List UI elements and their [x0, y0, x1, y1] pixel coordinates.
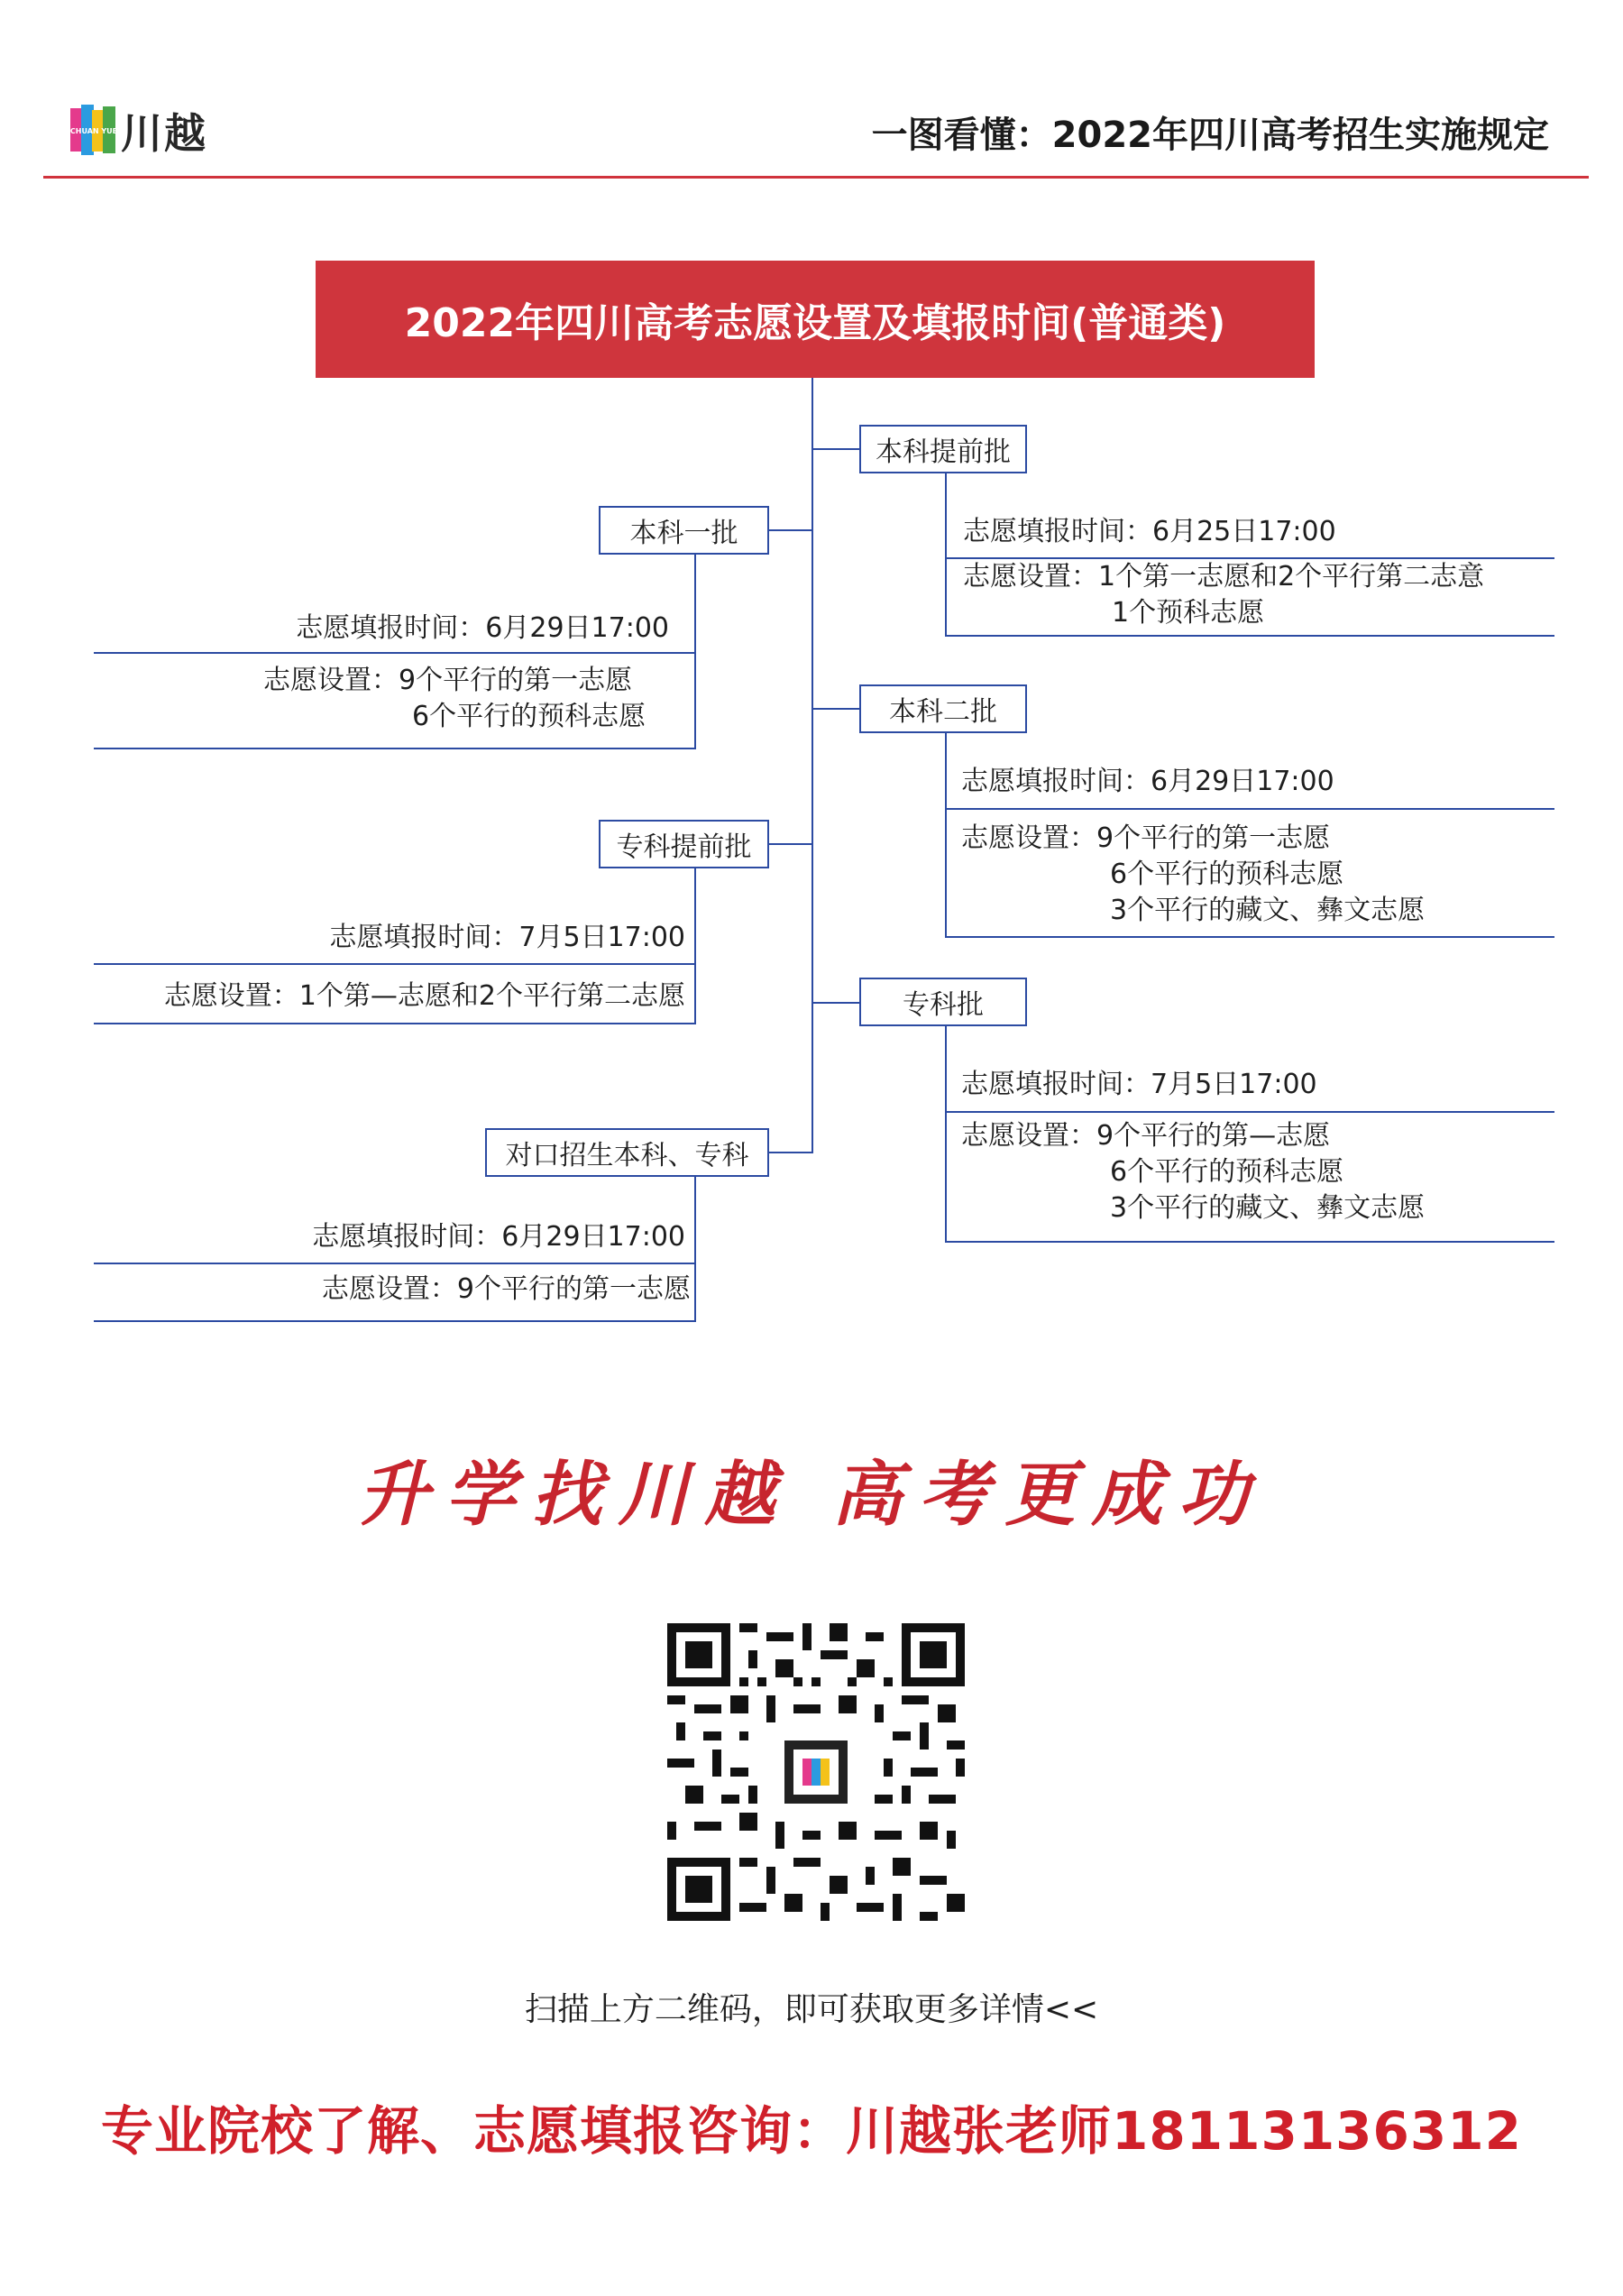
connector-right-3	[812, 1002, 860, 1004]
right-3-setting-1: 志愿设置：9个平行的第—志愿	[961, 1120, 1331, 1152]
connector-left-3	[768, 1152, 813, 1153]
right-3-rule-b	[945, 1241, 1554, 1243]
contact-line: 专业院校了解、志愿填报咨询：川越张老师18113136312	[101, 2100, 1522, 2162]
right-2-rule-a	[945, 808, 1554, 810]
left-2-rule-b	[94, 1023, 696, 1024]
left-1-stem	[694, 554, 696, 748]
diagram-title-banner	[316, 261, 1315, 378]
scan-hint: 扫描上方二维码，即可获取更多详情<<	[524, 1991, 1099, 2028]
logo-text: 川越	[121, 109, 207, 158]
left-2-setting-1: 志愿设置：1个第—志愿和2个平行第二志愿	[163, 980, 685, 1012]
left-3-stem	[694, 1176, 696, 1322]
left-2-stem	[694, 868, 696, 1024]
right-2-time: 志愿填报时间：6月29日17:00	[961, 766, 1334, 797]
left-3-rule-a	[94, 1263, 696, 1264]
node-benke-erpi: 本科二批	[859, 684, 1027, 733]
right-1-setting-1: 志愿设置：1个第一志愿和2个平行第二志意	[963, 561, 1485, 592]
node-benke-yipi: 本科一批	[599, 506, 769, 555]
right-2-setting-2: 6个平行的预科志愿	[1110, 859, 1344, 890]
connector-right-1	[812, 448, 860, 450]
diagram-title: 2022年四川高考志愿设置及填报时间(普通类)	[404, 300, 1226, 346]
node-duikou: 对口招生本科、专科	[485, 1128, 769, 1177]
left-1-setting-2: 6个平行的预科志愿	[412, 701, 646, 732]
logo-small-text: CHUAN YUE	[70, 127, 117, 135]
right-3-setting-2: 6个平行的预科志愿	[1110, 1156, 1344, 1188]
right-2-setting-3: 3个平行的藏文、彝文志愿	[1110, 895, 1426, 926]
node-zhuanke: 专科批	[859, 978, 1027, 1026]
header-divider	[43, 176, 1589, 179]
page-title: 一图看懂：2022年四川高考招生实施规定	[871, 115, 1549, 156]
connector-left-2	[768, 843, 813, 845]
qr-code-icon[interactable]	[667, 1623, 965, 1921]
slogan: 升学找川越 高考更成功	[358, 1454, 1265, 1536]
logo-icon	[70, 105, 117, 155]
left-2-time: 志愿填报时间：7月5日17:00	[329, 922, 685, 953]
left-3-time: 志愿填报时间：6月29日17:00	[312, 1221, 685, 1253]
left-1-rule-b	[94, 748, 696, 749]
right-1-setting-2: 1个预科志愿	[1112, 597, 1265, 629]
node-zhuanke-tiqian: 专科提前批	[599, 820, 769, 868]
left-1-setting-1: 志愿设置：9个平行的第一志愿	[263, 665, 633, 696]
connector-left-1	[768, 529, 813, 531]
left-3-rule-b	[94, 1320, 696, 1322]
right-1-time: 志愿填报时间：6月25日17:00	[963, 516, 1336, 547]
right-1-stem	[945, 473, 947, 637]
left-1-rule-a	[94, 652, 696, 654]
node-benke-tiqian: 本科提前批	[859, 425, 1027, 473]
left-1-time: 志愿填报时间：6月29日17:00	[296, 612, 669, 644]
right-2-rule-b	[945, 936, 1554, 938]
right-3-setting-3: 3个平行的藏文、彝文志愿	[1110, 1192, 1426, 1224]
right-3-rule-a	[945, 1111, 1554, 1113]
connector-right-2	[812, 708, 860, 710]
left-2-rule-a	[94, 963, 696, 965]
trunk-line	[812, 378, 813, 1153]
right-1-rule-b	[945, 635, 1554, 637]
right-2-setting-1: 志愿设置：9个平行的第一志愿	[961, 822, 1331, 854]
right-2-stem	[945, 732, 947, 938]
right-3-stem	[945, 1026, 947, 1243]
left-3-setting-1: 志愿设置：9个平行的第一志愿	[321, 1273, 691, 1305]
right-3-time: 志愿填报时间：7月5日17:00	[961, 1069, 1317, 1100]
